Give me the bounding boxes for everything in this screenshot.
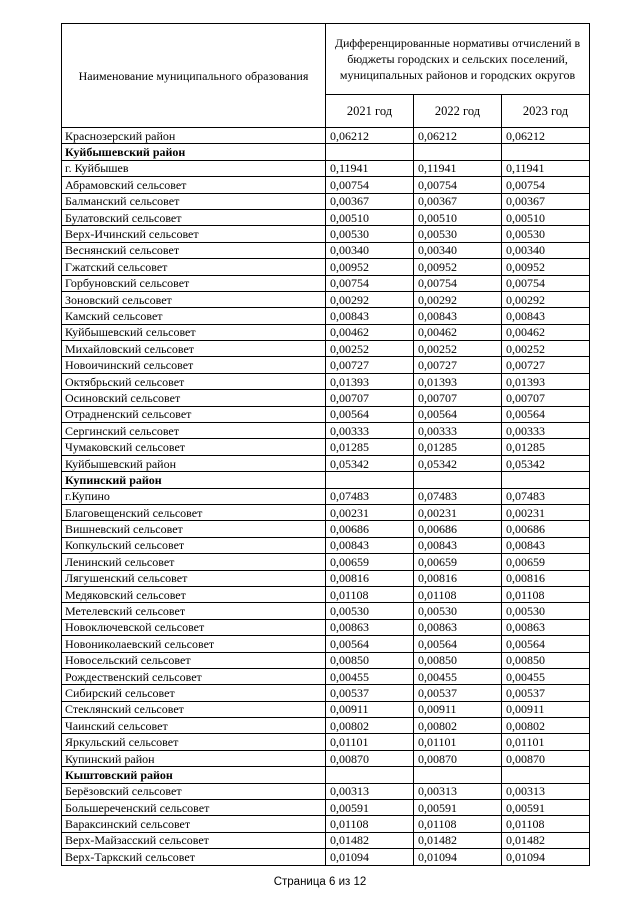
municipality-name: Вараксинский сельсовет (62, 816, 326, 832)
norm-value-2021: 0,00252 (326, 341, 414, 357)
district-header-row (62, 472, 590, 488)
norm-value-2023: 0,00564 (502, 406, 590, 422)
table-row (62, 209, 590, 225)
municipality-name: Новоичинский сельсовет (62, 357, 326, 373)
norm-value-2021: 0,00530 (326, 226, 414, 242)
table-row (62, 373, 590, 389)
norm-value-2023: 0,00333 (502, 423, 590, 439)
norm-value-2022: 0,01108 (414, 816, 502, 832)
district-name: Куйбышевский район (62, 144, 326, 160)
norm-value-2023 (502, 144, 590, 160)
norm-value-2023: 0,00850 (502, 652, 590, 668)
norm-value-2022 (414, 144, 502, 160)
norm-value-2022: 0,00816 (414, 570, 502, 586)
table-row (62, 521, 590, 537)
norm-value-2022: 0,00313 (414, 783, 502, 799)
norm-value-2023: 0,00754 (502, 177, 590, 193)
norm-value-2021: 0,11941 (326, 160, 414, 176)
table-row (62, 193, 590, 209)
municipality-name: Лягушенский сельсовет (62, 570, 326, 586)
norm-value-2021: 0,00816 (326, 570, 414, 586)
norm-value-2021: 0,00462 (326, 324, 414, 340)
norm-value-2022: 0,01393 (414, 373, 502, 389)
norm-value-2021 (326, 144, 414, 160)
municipality-name: г. Куйбышев (62, 160, 326, 176)
norm-value-2023: 0,00863 (502, 619, 590, 635)
norm-value-2023: 0,00754 (502, 275, 590, 291)
norm-value-2022: 0,00530 (414, 226, 502, 242)
norm-value-2023: 0,00530 (502, 603, 590, 619)
norm-value-2021: 0,00843 (326, 537, 414, 553)
norm-value-2022: 0,00510 (414, 209, 502, 225)
table-body (62, 128, 590, 866)
norm-value-2023: 0,01285 (502, 439, 590, 455)
norm-value-2023: 0,00952 (502, 259, 590, 275)
table-row (62, 816, 590, 832)
table-row (62, 291, 590, 307)
norm-value-2023: 0,00816 (502, 570, 590, 586)
norm-value-2021 (326, 472, 414, 488)
table-row (62, 226, 590, 242)
table-row (62, 619, 590, 635)
norm-value-2021: 0,00870 (326, 750, 414, 766)
table-row (62, 341, 590, 357)
norm-value-2022: 0,00333 (414, 423, 502, 439)
norm-value-2023: 0,01482 (502, 832, 590, 848)
norm-value-2021: 0,06212 (326, 128, 414, 144)
norm-value-2022: 0,00707 (414, 390, 502, 406)
norm-value-2022: 0,00292 (414, 291, 502, 307)
norm-value-2023 (502, 472, 590, 488)
district-name: Кыштовский район (62, 767, 326, 783)
norm-value-2022: 0,00911 (414, 701, 502, 717)
norm-value-2022: 0,00686 (414, 521, 502, 537)
municipality-name: Медяковский сельсовет (62, 586, 326, 602)
norm-value-2021: 0,00510 (326, 209, 414, 225)
norm-value-2021: 0,00843 (326, 308, 414, 324)
municipality-name: Берёзовский сельсовет (62, 783, 326, 799)
municipality-name: Благовещенский сельсовет (62, 504, 326, 520)
norm-value-2021: 0,00952 (326, 259, 414, 275)
norm-value-2022: 0,00367 (414, 193, 502, 209)
norm-value-2023: 0,00911 (502, 701, 590, 717)
norm-value-2023: 0,00659 (502, 554, 590, 570)
norm-value-2021: 0,00313 (326, 783, 414, 799)
norm-value-2022: 0,01108 (414, 586, 502, 602)
norm-value-2023: 0,00231 (502, 504, 590, 520)
norm-value-2022: 0,01094 (414, 849, 502, 865)
norm-value-2022: 0,00952 (414, 259, 502, 275)
table-row (62, 718, 590, 734)
norm-value-2023: 0,00727 (502, 357, 590, 373)
municipality-name: Веснянский сельсовет (62, 242, 326, 258)
table-row (62, 488, 590, 504)
municipality-name: Балманский сельсовет (62, 193, 326, 209)
table-row (62, 849, 590, 865)
municipality-name: Зоновский сельсовет (62, 291, 326, 307)
norm-value-2021: 0,01108 (326, 586, 414, 602)
norm-value-2021: 0,00537 (326, 685, 414, 701)
table-row (62, 308, 590, 324)
norm-value-2023: 0,00843 (502, 537, 590, 553)
norm-value-2022: 0,00863 (414, 619, 502, 635)
norm-value-2022: 0,00850 (414, 652, 502, 668)
norm-value-2021: 0,00564 (326, 406, 414, 422)
municipality-name: Куйбышевский район (62, 455, 326, 471)
norm-value-2021: 0,00455 (326, 668, 414, 684)
norm-value-2022: 0,00802 (414, 718, 502, 734)
municipality-name: Стеклянский сельсовет (62, 701, 326, 717)
municipality-name: Новосельский сельсовет (62, 652, 326, 668)
norm-value-2022: 0,00591 (414, 800, 502, 816)
norm-value-2021 (326, 767, 414, 783)
table-row (62, 554, 590, 570)
municipality-name: Отрадненский сельсовет (62, 406, 326, 422)
norm-value-2021: 0,00340 (326, 242, 414, 258)
norm-value-2023: 0,00252 (502, 341, 590, 357)
norm-value-2023: 0,00292 (502, 291, 590, 307)
norm-value-2022: 0,00754 (414, 177, 502, 193)
norm-value-2023: 0,01094 (502, 849, 590, 865)
municipality-name: Михайловский сельсовет (62, 341, 326, 357)
municipality-name: Осиновский сельсовет (62, 390, 326, 406)
norm-value-2022: 0,11941 (414, 160, 502, 176)
header-name-column: Наименование муниципального образования (62, 24, 326, 128)
municipality-name: Копкульский сельсовет (62, 537, 326, 553)
norm-value-2021: 0,01393 (326, 373, 414, 389)
table-row (62, 586, 590, 602)
header-year-2021: 2021 год (326, 95, 414, 128)
header-year-2023: 2023 год (502, 95, 590, 128)
norm-value-2021: 0,00292 (326, 291, 414, 307)
norm-value-2021: 0,00564 (326, 636, 414, 652)
municipality-name: Камский сельсовет (62, 308, 326, 324)
norm-value-2021: 0,00530 (326, 603, 414, 619)
page-number: Страница 6 из 12 (273, 876, 367, 888)
table-row (62, 668, 590, 684)
table-header (62, 24, 590, 128)
norm-value-2023: 0,01101 (502, 734, 590, 750)
norm-value-2023: 0,00591 (502, 800, 590, 816)
norm-value-2023: 0,00313 (502, 783, 590, 799)
norm-value-2022: 0,07483 (414, 488, 502, 504)
norm-value-2023: 0,00367 (502, 193, 590, 209)
norm-value-2022: 0,00455 (414, 668, 502, 684)
table-row (62, 734, 590, 750)
norm-value-2022: 0,00530 (414, 603, 502, 619)
norm-value-2021: 0,01482 (326, 832, 414, 848)
municipality-name: Верх-Майзасский сельсовет (62, 832, 326, 848)
norm-value-2023: 0,00510 (502, 209, 590, 225)
norm-value-2021: 0,00754 (326, 275, 414, 291)
norm-value-2023: 0,00340 (502, 242, 590, 258)
norm-value-2022: 0,00870 (414, 750, 502, 766)
norm-value-2021: 0,00727 (326, 357, 414, 373)
norm-value-2022: 0,01482 (414, 832, 502, 848)
norm-value-2022: 0,00537 (414, 685, 502, 701)
municipality-name: Чаинский сельсовет (62, 718, 326, 734)
table-row (62, 603, 590, 619)
table-row (62, 537, 590, 553)
norm-value-2023: 0,00530 (502, 226, 590, 242)
norm-value-2023: 0,06212 (502, 128, 590, 144)
table-row (62, 455, 590, 471)
municipality-name: Краснозерский район (62, 128, 326, 144)
norm-value-2022 (414, 472, 502, 488)
norm-value-2021: 0,00850 (326, 652, 414, 668)
norm-value-2022: 0,01101 (414, 734, 502, 750)
norm-value-2021: 0,01285 (326, 439, 414, 455)
norm-value-2022: 0,00727 (414, 357, 502, 373)
norm-value-2022: 0,00843 (414, 537, 502, 553)
norm-value-2022: 0,05342 (414, 455, 502, 471)
municipality-name: Сибирский сельсовет (62, 685, 326, 701)
municipality-name: Чумаковский сельсовет (62, 439, 326, 455)
municipality-name: Абрамовский сельсовет (62, 177, 326, 193)
table-row (62, 636, 590, 652)
table-row (62, 390, 590, 406)
norm-value-2021: 0,00659 (326, 554, 414, 570)
norm-value-2023: 0,01393 (502, 373, 590, 389)
norm-value-2022: 0,06212 (414, 128, 502, 144)
municipality-name: Рождественский сельсовет (62, 668, 326, 684)
norm-value-2021: 0,01108 (326, 816, 414, 832)
municipality-name: Верх-Ичинский сельсовет (62, 226, 326, 242)
municipality-name: Куйбышевский сельсовет (62, 324, 326, 340)
table-row (62, 783, 590, 799)
norm-value-2023: 0,01108 (502, 586, 590, 602)
municipality-name: г.Купино (62, 488, 326, 504)
norm-value-2023: 0,00843 (502, 308, 590, 324)
header-norms-group: Дифференцированные нормативы отчислений в бюджеты городских и сельских поселений, муниципальных районов и городских округов (326, 24, 590, 95)
table-row (62, 128, 590, 144)
table-row (62, 570, 590, 586)
table-row (62, 177, 590, 193)
norm-value-2023: 0,00802 (502, 718, 590, 734)
municipality-name: Новониколаевский сельсовет (62, 636, 326, 652)
norm-value-2021: 0,05342 (326, 455, 414, 471)
municipality-name: Гжатский сельсовет (62, 259, 326, 275)
table-row (62, 406, 590, 422)
norm-value-2022: 0,01285 (414, 439, 502, 455)
table-row (62, 504, 590, 520)
table-row (62, 800, 590, 816)
table-row (62, 423, 590, 439)
table-row (62, 652, 590, 668)
district-header-row (62, 767, 590, 783)
norm-value-2022: 0,00843 (414, 308, 502, 324)
norm-value-2022: 0,00252 (414, 341, 502, 357)
municipality-name: Купинский район (62, 750, 326, 766)
norm-value-2021: 0,01101 (326, 734, 414, 750)
norm-value-2021: 0,07483 (326, 488, 414, 504)
norm-value-2021: 0,00231 (326, 504, 414, 520)
table-row (62, 357, 590, 373)
norm-value-2021: 0,00707 (326, 390, 414, 406)
norm-value-2021: 0,01094 (326, 849, 414, 865)
norm-value-2023: 0,00455 (502, 668, 590, 684)
norm-value-2021: 0,00686 (326, 521, 414, 537)
norm-value-2021: 0,00333 (326, 423, 414, 439)
norm-value-2023: 0,00537 (502, 685, 590, 701)
norm-value-2023 (502, 767, 590, 783)
municipality-name: Яркульский сельсовет (62, 734, 326, 750)
table-row (62, 259, 590, 275)
municipality-name: Булатовский сельсовет (62, 209, 326, 225)
norm-value-2023: 0,00462 (502, 324, 590, 340)
norms-table (61, 23, 590, 866)
table-row (62, 439, 590, 455)
norm-value-2021: 0,00802 (326, 718, 414, 734)
municipality-name: Горбуновский сельсовет (62, 275, 326, 291)
norm-value-2023: 0,05342 (502, 455, 590, 471)
norm-value-2021: 0,00863 (326, 619, 414, 635)
municipality-name: Метелевский сельсовет (62, 603, 326, 619)
norm-value-2023: 0,01108 (502, 816, 590, 832)
table-row (62, 750, 590, 766)
norm-value-2022: 0,00564 (414, 636, 502, 652)
municipality-name: Новоключевской сельсовет (62, 619, 326, 635)
municipality-name: Верх-Таркский сельсовет (62, 849, 326, 865)
norm-value-2023: 0,07483 (502, 488, 590, 504)
norm-value-2021: 0,00911 (326, 701, 414, 717)
district-name: Купинский район (62, 472, 326, 488)
norm-value-2023: 0,00870 (502, 750, 590, 766)
table-row (62, 242, 590, 258)
table-row (62, 324, 590, 340)
table-row (62, 701, 590, 717)
norm-value-2023: 0,00707 (502, 390, 590, 406)
table-row (62, 160, 590, 176)
norm-value-2023: 0,11941 (502, 160, 590, 176)
norm-value-2021: 0,00754 (326, 177, 414, 193)
norm-value-2022: 0,00564 (414, 406, 502, 422)
norm-value-2021: 0,00591 (326, 800, 414, 816)
norm-value-2022: 0,00462 (414, 324, 502, 340)
header-year-2022: 2022 год (414, 95, 502, 128)
norm-value-2022: 0,00754 (414, 275, 502, 291)
municipality-name: Большереченский сельсовет (62, 800, 326, 816)
district-header-row (62, 144, 590, 160)
municipality-name: Ленинский сельсовет (62, 554, 326, 570)
norm-value-2021: 0,00367 (326, 193, 414, 209)
table-row (62, 832, 590, 848)
norm-value-2022: 0,00659 (414, 554, 502, 570)
municipality-name: Вишневский сельсовет (62, 521, 326, 537)
table-row (62, 685, 590, 701)
norm-value-2023: 0,00564 (502, 636, 590, 652)
municipality-name: Сергинский сельсовет (62, 423, 326, 439)
norm-value-2022: 0,00231 (414, 504, 502, 520)
norm-value-2022 (414, 767, 502, 783)
norm-value-2023: 0,00686 (502, 521, 590, 537)
table-row (62, 275, 590, 291)
norm-value-2022: 0,00340 (414, 242, 502, 258)
municipality-name: Октябрьский сельсовет (62, 373, 326, 389)
